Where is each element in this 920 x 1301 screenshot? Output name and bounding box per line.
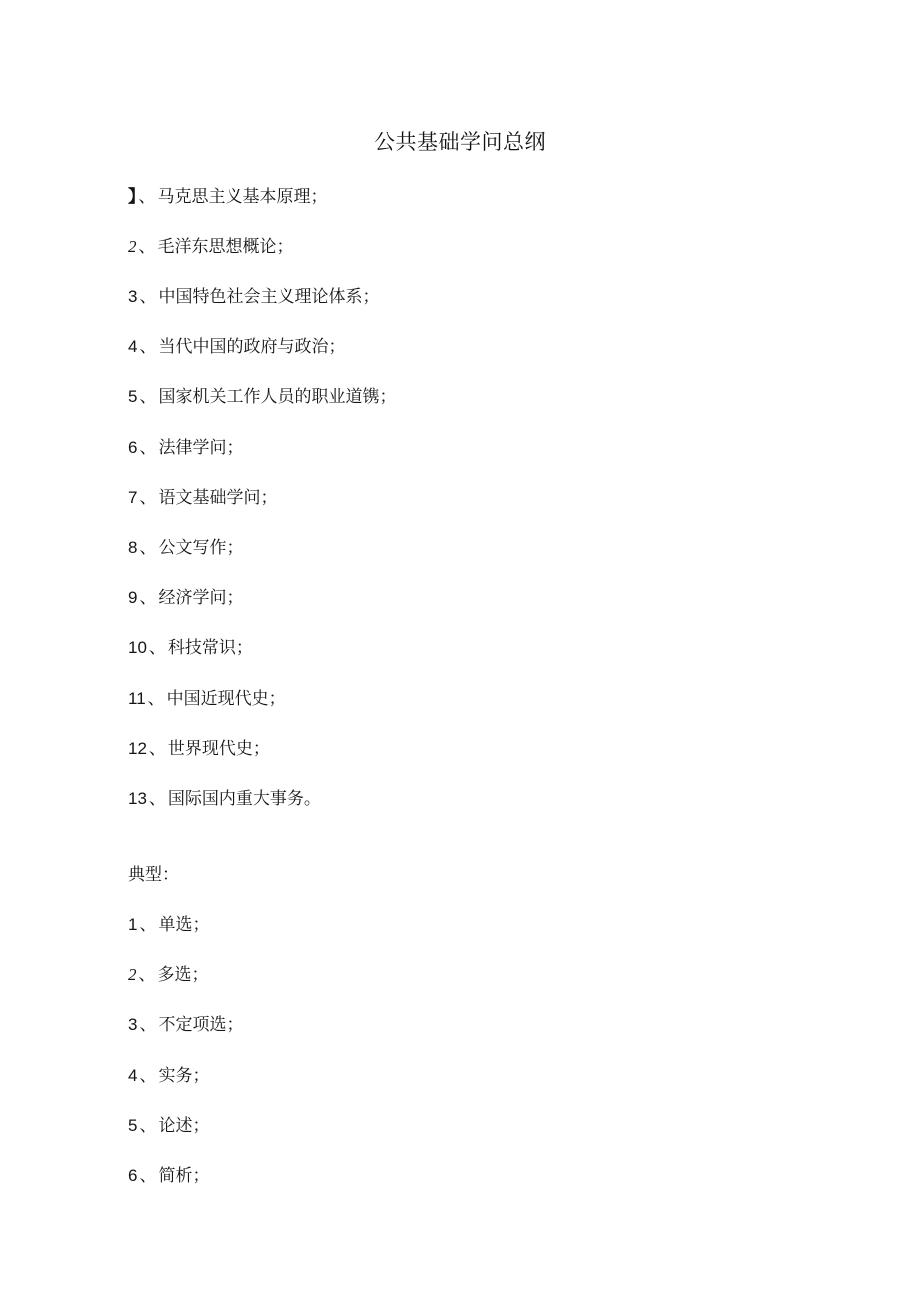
list-item: 】 、 马克思主义基本原理； [128, 187, 328, 207]
item-number: 8 [128, 538, 138, 557]
item-number: 11 [128, 689, 146, 708]
item-number: 2 [128, 965, 137, 984]
list-item: 2 、 多选； [128, 965, 209, 985]
item-number: 10 [128, 638, 147, 657]
list-item: 9 、 经济学问； [128, 588, 244, 608]
item-text: 多选； [157, 965, 209, 985]
item-number: 】 [128, 187, 137, 206]
document-title: 公共基础学问总纲 [374, 130, 546, 154]
item-text: 中国近现代史； [166, 689, 286, 709]
list-item: 8 、 公文写作； [128, 538, 244, 558]
item-text: 不定项选； [158, 1015, 244, 1035]
item-text: 单选； [158, 915, 210, 935]
list-item: 5 、 论述； [128, 1116, 210, 1136]
list-item: 12 、 世界现代史； [128, 739, 270, 759]
item-number: 3 [128, 1015, 138, 1034]
list-item: 6 、 法律学问； [128, 438, 244, 458]
list-item: 3 、 不定项选； [128, 1015, 244, 1035]
list-item: 11 、 中国近现代史； [128, 689, 286, 709]
list-item: 5 、 国家机关工作人员的职业道镌； [128, 387, 397, 407]
item-number: 5 [128, 1116, 138, 1135]
item-text: 国家机关工作人员的职业道镌； [158, 387, 397, 407]
list-item: 4 、 当代中国的政府与政治； [128, 337, 346, 357]
list-item: 3 、 中国特色社会主义理论体系； [128, 287, 380, 307]
item-text: 论述； [158, 1116, 210, 1136]
list-item: 4 、 实务； [128, 1066, 210, 1086]
item-text: 简析； [158, 1166, 210, 1186]
item-number: 9 [128, 588, 138, 607]
item-text: 经济学问； [158, 588, 244, 608]
item-number: 12 [128, 739, 147, 758]
list-item: 1 、 单选； [128, 915, 210, 935]
list-item: 10 、 科技常识； [128, 638, 253, 658]
item-number: 3 [128, 287, 138, 306]
item-text: 语文基础学问； [158, 488, 278, 508]
item-text: 世界现代史； [167, 739, 270, 759]
item-number: 7 [128, 488, 138, 507]
item-number: 1 [128, 915, 138, 934]
item-number: 6 [128, 1166, 138, 1185]
item-number: 2 [128, 237, 137, 256]
item-text: 公文写作； [158, 538, 244, 558]
item-text: 中国特色社会主义理论体系； [158, 287, 380, 307]
item-number: 4 [128, 337, 138, 356]
item-text: 马克思主义基本原理； [157, 187, 328, 207]
item-number: 6 [128, 438, 138, 457]
item-text: 科技常识； [167, 638, 253, 658]
item-text: 国际国内重大事务。 [167, 789, 321, 809]
list-item: 7 、 语文基础学问； [128, 488, 278, 508]
item-number: 13 [128, 789, 147, 808]
item-text: 实务； [158, 1066, 210, 1086]
list-item: 6 、 简析； [128, 1166, 210, 1186]
item-number: 5 [128, 387, 138, 406]
list-item: 2 、 毛洋东思想概论； [128, 237, 294, 257]
item-text: 毛洋东思想概论； [157, 237, 294, 257]
list-item: 13 、 国际国内重大事务。 [128, 789, 321, 809]
item-number: 4 [128, 1066, 138, 1085]
types-heading: 典型： [128, 865, 179, 885]
item-text: 当代中国的政府与政治； [158, 337, 346, 357]
item-text: 法律学问； [158, 438, 244, 458]
